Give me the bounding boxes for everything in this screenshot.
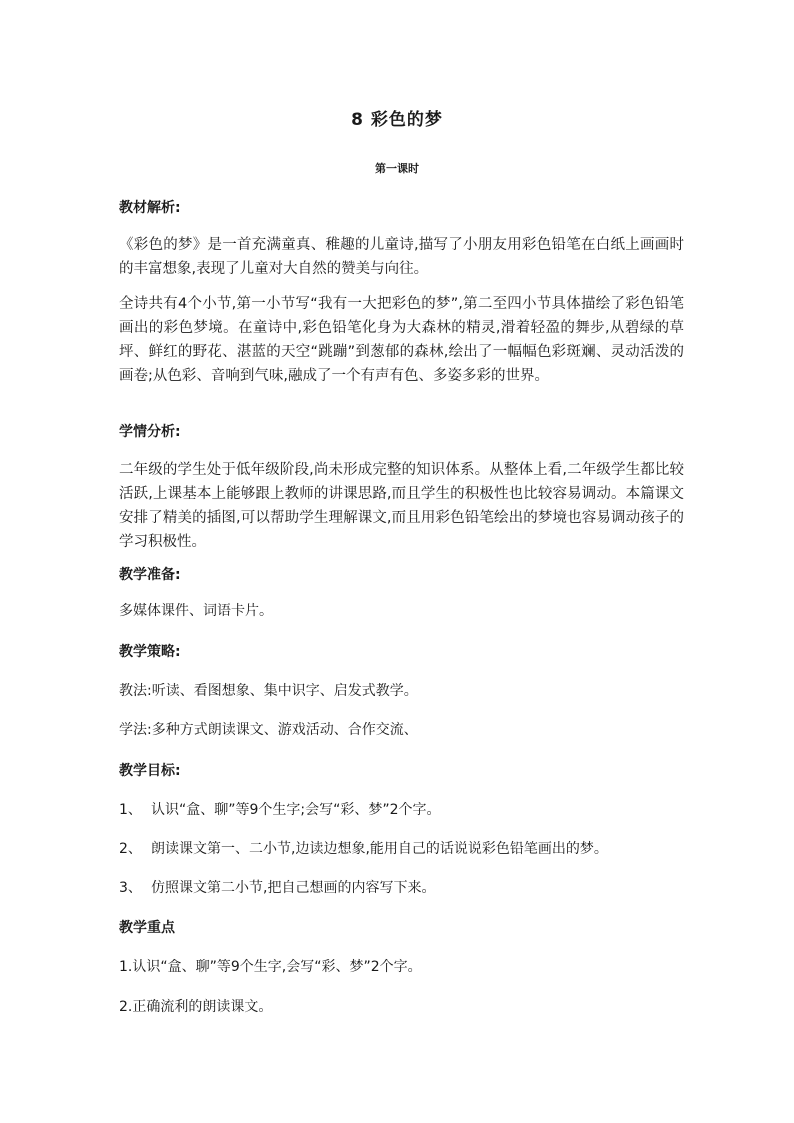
learners-heading: 学情分析: (119, 424, 181, 440)
lesson-title: 8 彩色的梦 (351, 110, 443, 130)
analysis-paragraph-2: 全诗共有4个小节,第一小节写“我有一大把彩色的梦”,第二至四小节具体描绘了彩色铅笔画出的彩色梦境。在童诗中,彩色铅笔化身为大森林的精灵,滑着轻盈的舞步,从碧绿的草坪、鲜红的野花、湛蓝的天空“跳蹦”到葱郁的森林,绘出了一幅幅色彩斑斓、灵动活泼的画卷;从色彩、音响到气味,融成了一个有声有色、多姿多彩的世界。 (119, 296, 684, 384)
lesson-subtitle: 第一课时 (375, 162, 419, 175)
goal-number: 1、 (119, 802, 142, 818)
goal-item-3 (119, 877, 435, 897)
learners-paragraph: 二年级的学生处于低年级阶段,尚未形成完整的知识体系。从整体上看,二年级学生都比较活跃,上课基本上能够跟上教师的讲课思路,而且学生的积极性也比较容易调动。本篇课文安排了精美的插图,可以帮助学生理解课文,而且用彩色铅笔绘出的梦境也容易调动孩子的学习积极性。 (119, 462, 684, 550)
keypoints-heading: 教学重点 (119, 920, 175, 936)
goal-text: 朗读课文第一、二小节,边读边想象,能用自己的话说说彩色铅笔画出的梦。 (151, 841, 608, 857)
keypoint-item-1: 1.认识“盒、聊”等9个生字,会写“彩、梦”2个字。 (119, 959, 422, 975)
preparation-heading: 教学准备: (119, 567, 181, 583)
strategy-heading: 教学策略: (119, 644, 181, 660)
strategy-teaching-method: 教法:听读、看图想象、集中识字、启发式教学。 (119, 683, 418, 699)
goals-heading: 教学目标: (119, 763, 181, 779)
analysis-paragraph-1: 《彩色的梦》是一首充满童真、稚趣的儿童诗,描写了小朋友用彩色铅笔在白纸上画画时的丰富想象,表现了儿童对大自然的赞美与向往。 (119, 237, 684, 277)
strategy-learning-method: 学法:多种方式朗读课文、游戏活动、合作交流、 (119, 722, 418, 738)
keypoint-item-2: 2.正确流利的朗读课文。 (119, 999, 273, 1015)
goal-number: 3、 (119, 880, 142, 896)
goal-item-1 (119, 799, 441, 819)
goal-item-2 (119, 838, 608, 858)
analysis-heading: 教材解析: (119, 200, 181, 216)
goal-number: 2、 (119, 841, 142, 857)
preparation-text: 多媒体课件、词语卡片。 (119, 603, 273, 619)
goal-text: 仿照课文第二小节,把自己想画的内容写下来。 (151, 880, 436, 896)
goal-text: 认识“盒、聊”等9个生字;会写“彩、梦”2个字。 (151, 802, 441, 818)
